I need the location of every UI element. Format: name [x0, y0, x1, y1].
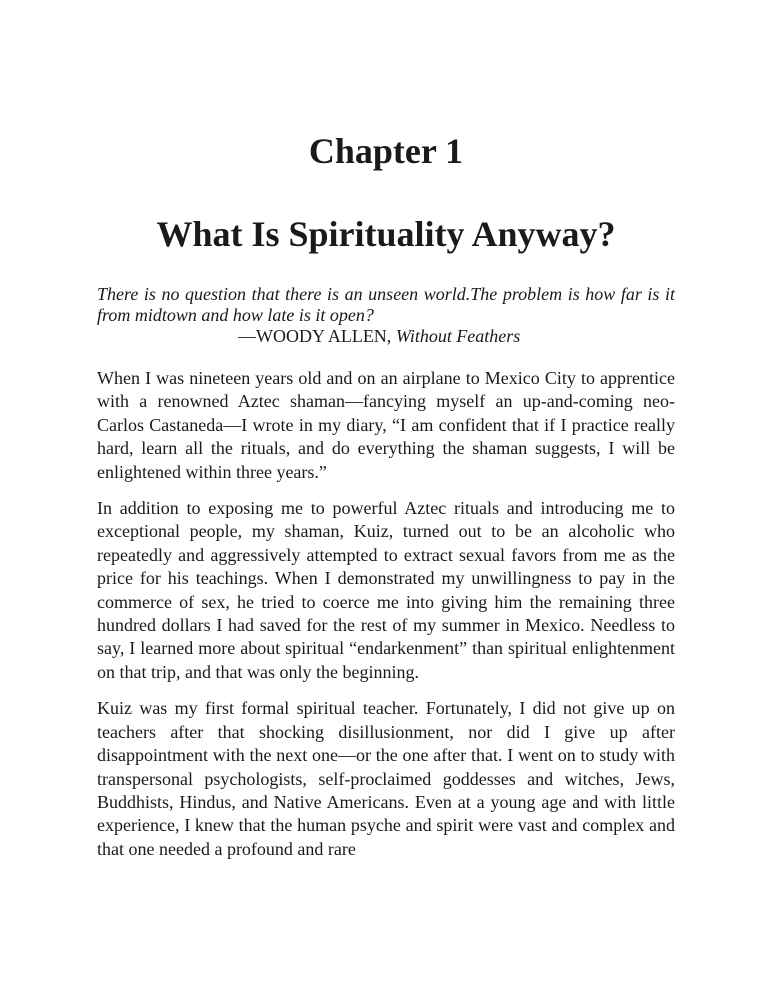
chapter-title: What Is Spirituality Anyway? — [156, 214, 616, 254]
epigraph-attribution — [97, 326, 675, 347]
epigraph-work-title: Without Feathers — [395, 326, 521, 346]
epigraph-author: —WOODY ALLEN, — [238, 326, 396, 346]
body-text — [97, 367, 675, 874]
chapter-number: Chapter 1 — [308, 131, 464, 171]
paragraph: When I was nineteen years old and on an airplane to Mexico City to apprentice with a renowned Aztec shaman—fancying myself an up-and-coming neo-Carlos Castaneda—I wrote in my diary, “I am confident that if I practice really hard, learn all the rituals, and do everything the shaman suggests, I will be enlightened within three years.” — [97, 368, 675, 482]
epigraph — [97, 284, 675, 347]
epigraph-quote: There is no question that there is an unseen world.The problem is how far is it from midtown and how late is it open? — [97, 284, 675, 325]
paragraph: In addition to exposing me to powerful Aztec rituals and introducing me to exceptional people, my shaman, Kuiz, turned out to be an alcoholic who repeatedly and aggressively attempted to extract sexual favors from me as the price for his teachings. When I demonstrated my unwillingness to pay in the commerce of sex, he tried to coerce me into giving him the remaining three hundred dollars I had saved for the rest of my summer in Mexico. Needless to say, I learned more about spiritual “endarkenment” than spiritual enlightenment on that trip, and that was only the beginning. — [97, 498, 675, 682]
paragraph: Kuiz was my first formal spiritual teacher. Fortunately, I did not give up on teachers after that shocking disillusionment, nor did I give up after disappointment with the next one—or the one after that. I went on to study with transpersonal psychologists, self-proclaimed goddesses and witches, Jews, Buddhists, Hindus, and Native Americans. Even at a young age and with little experience, I knew that the human psyche and spirit were vast and complex and that one needed a profound and rare — [97, 698, 675, 859]
